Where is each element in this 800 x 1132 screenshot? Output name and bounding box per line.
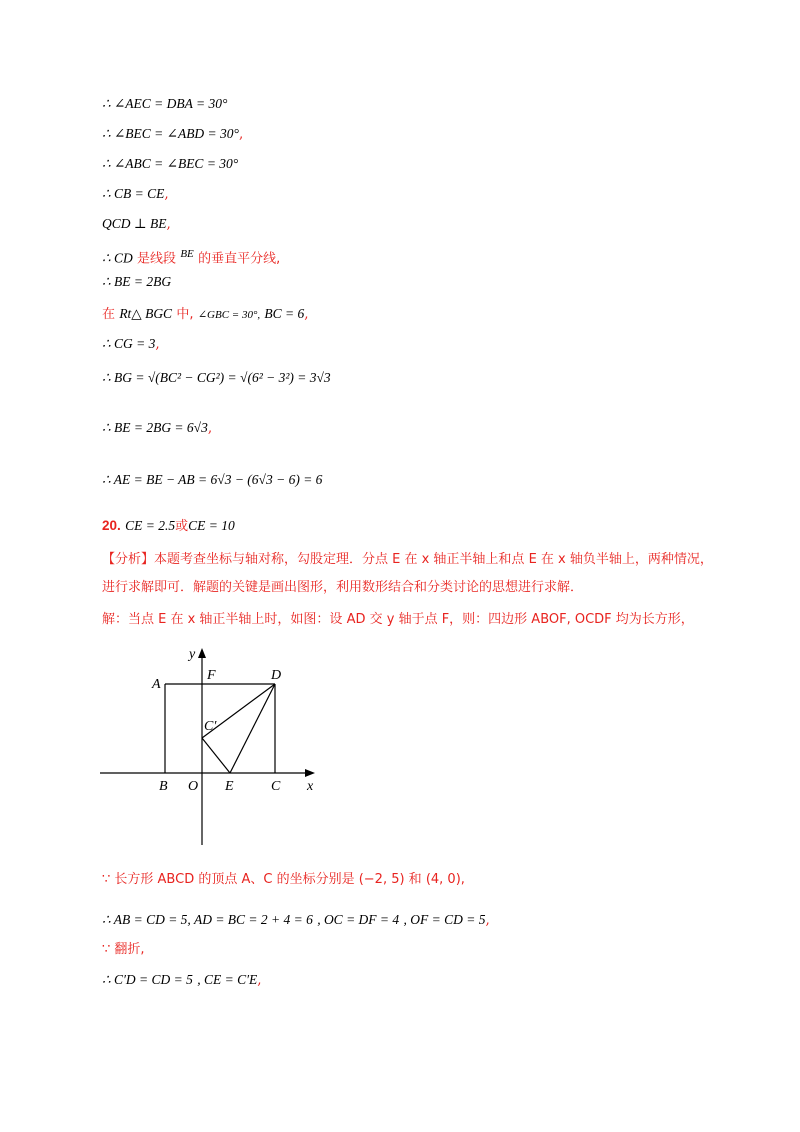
line-6-d: 的垂直平分线, bbox=[198, 251, 281, 267]
line-2 bbox=[102, 124, 243, 144]
line-4-math: ∴ CB = CE bbox=[102, 186, 165, 201]
line-8-d: ∠GBC = 30°, bbox=[197, 309, 261, 321]
line-2-punct: , bbox=[238, 126, 244, 142]
label-E: E bbox=[225, 779, 234, 794]
label-D: D bbox=[271, 668, 282, 683]
line-8-f: , bbox=[304, 306, 309, 322]
line-8-a: 在 bbox=[102, 307, 116, 322]
line-5 bbox=[102, 214, 171, 234]
x-axis-arrow bbox=[305, 769, 315, 777]
label-A: A bbox=[152, 677, 161, 692]
after-line-2-c: , OF = CD = 5 bbox=[403, 912, 486, 927]
line-6-c: BE bbox=[180, 248, 194, 260]
after-line-1: ∵ 长方形 ABCD 的顶点 A、C 的坐标分别是 (−2, 5) 和 (4, 0), bbox=[102, 872, 465, 887]
line-5-punct: , bbox=[166, 216, 171, 232]
label-x: x bbox=[307, 779, 314, 794]
line-3: ∴ ∠ABC = ∠BEC = 30° bbox=[102, 156, 239, 171]
line-4-punct: , bbox=[164, 186, 169, 202]
line-8 bbox=[102, 304, 309, 325]
line-8-b: Rt△ BGC bbox=[119, 306, 173, 321]
line-9 bbox=[102, 334, 160, 354]
after-line-4-a: ∴ C′D = CD = 5 bbox=[102, 972, 193, 987]
label-y: y bbox=[189, 647, 196, 662]
line-5-math: QCD ⊥ BE bbox=[102, 216, 167, 231]
coordinate-figure bbox=[95, 640, 325, 854]
line-11 bbox=[102, 418, 212, 438]
q20-number: 20. bbox=[102, 518, 121, 533]
line-9-punct: , bbox=[155, 336, 160, 352]
segment-C-prime-E bbox=[202, 738, 230, 773]
line-6-b: 是线段 bbox=[137, 251, 177, 267]
line-6 bbox=[102, 244, 280, 270]
label-O: O bbox=[188, 779, 199, 794]
q20-answer bbox=[102, 516, 235, 537]
after-line-3: ∵ 翻折, bbox=[102, 942, 145, 957]
line-10: ∴ BG = √(BC² − CG²) = √(6² − 3²) = 3√3 bbox=[102, 370, 331, 385]
line-7: ∴ BE = 2BG bbox=[102, 274, 172, 289]
after-line-2-punct: , bbox=[485, 912, 490, 928]
line-8-e: BC = 6 bbox=[264, 306, 305, 321]
after-line-2 bbox=[102, 910, 490, 930]
label-B: B bbox=[159, 779, 168, 794]
after-line-2-a: ∴ AB = CD = 5, AD = BC = 2 + 4 = 6 bbox=[102, 912, 313, 927]
line-2-math: ∴ ∠BEC = ∠ABD = 30° bbox=[102, 126, 239, 141]
line-8-c: 中, bbox=[176, 307, 194, 322]
line-4 bbox=[102, 184, 169, 204]
segment-ED bbox=[230, 684, 275, 773]
label-C: C bbox=[271, 779, 281, 794]
after-line-2-b: , OC = DF = 4 bbox=[317, 912, 400, 927]
line-1: ∴ ∠AEC = DBA = 30° bbox=[102, 96, 228, 111]
line-11-math: ∴ BE = 2BG = 6√3 bbox=[102, 420, 208, 435]
label-C-prime: C′ bbox=[204, 719, 217, 734]
line-9-math: ∴ CG = 3 bbox=[102, 336, 156, 351]
q20-or: 或 bbox=[175, 519, 189, 534]
y-axis-arrow bbox=[198, 648, 206, 658]
label-F: F bbox=[207, 668, 216, 683]
analysis-paragraph: 【分析】本题考查坐标与轴对称，勾股定理．分点 E 在 x 轴正半轴上和点 E 在 x 轴负半轴上，两种情况，进行求解即可．解题的关键是画出图形，利用数形结合和分类讨论的思想进行求解． bbox=[102, 552, 713, 595]
after-line-4 bbox=[102, 970, 262, 990]
line-6-a: ∴ CD bbox=[102, 250, 133, 266]
q20-answer-1: CE = 2.5 bbox=[125, 518, 176, 533]
figure-svg bbox=[95, 640, 325, 850]
after-line-4-punct: , bbox=[257, 972, 262, 988]
q20-answer-2: CE = 10 bbox=[188, 518, 235, 533]
line-12: ∴ AE = BE − AB = 6√3 − (6√3 − 6) = 6 bbox=[102, 472, 323, 487]
line-11-punct: , bbox=[207, 420, 213, 436]
after-line-4-b: , CE = C′E bbox=[197, 972, 258, 987]
solution-paragraph: 解：当点 E 在 x 轴正半轴上时，如图：设 AD 交 y 轴于点 F，则：四边形 ABOF, OCDF 均为长方形， bbox=[102, 612, 694, 627]
